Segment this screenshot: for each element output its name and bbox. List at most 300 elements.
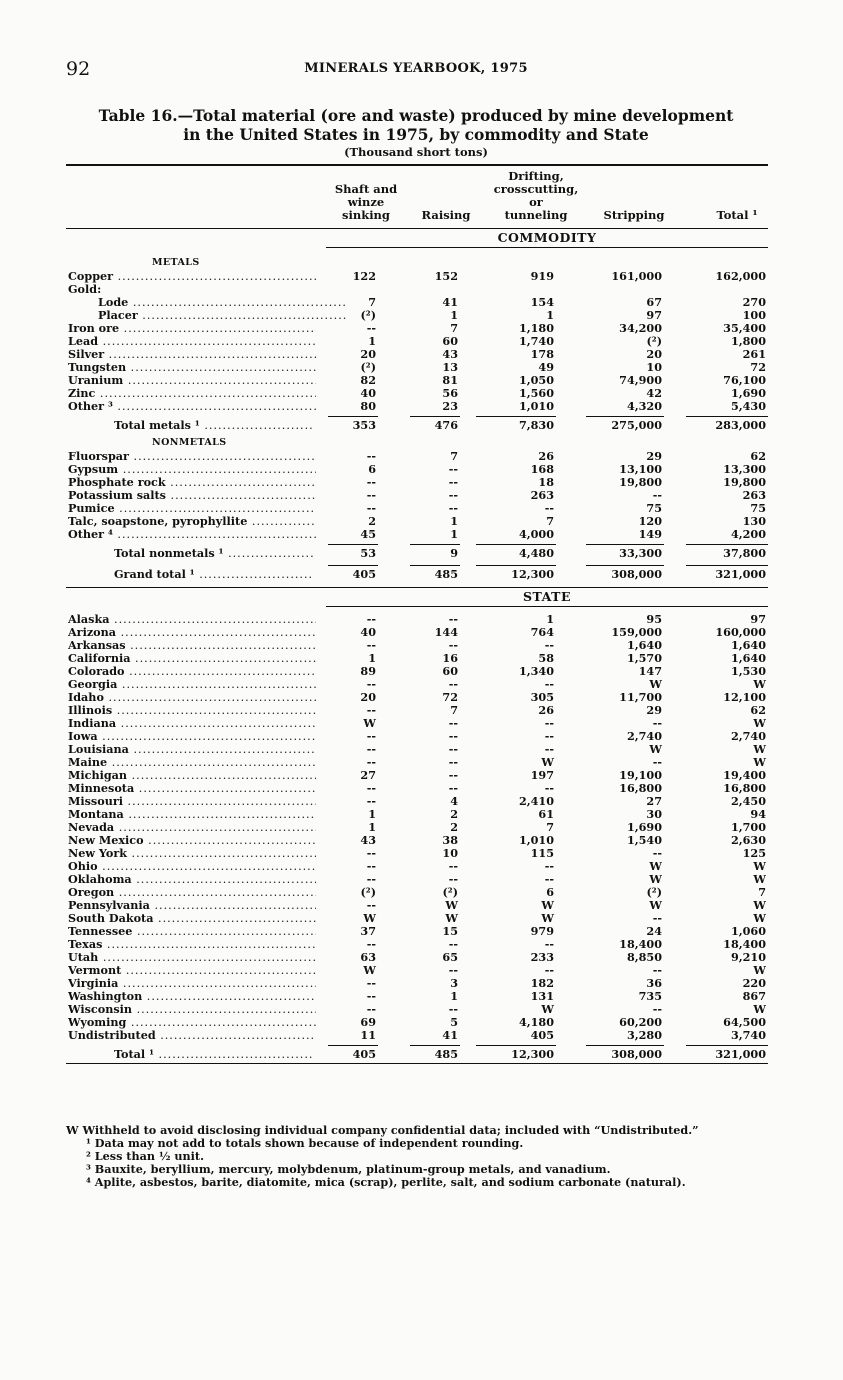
row-label: Washington .....	[68, 990, 316, 1003]
table-row	[66, 348, 768, 361]
table-row	[66, 639, 768, 652]
cell-raising: --	[448, 963, 458, 977]
row-label: Lead .....	[68, 335, 316, 348]
row-label: Tennessee .....	[68, 925, 316, 938]
cell-shaft: 37	[360, 924, 376, 938]
table-title	[66, 106, 766, 144]
cell-raising: 2	[450, 807, 458, 821]
cell-raising: 23	[442, 399, 458, 413]
cell-total: 37,800	[723, 546, 766, 560]
row-label: Michigan .....	[68, 769, 316, 782]
cell-raising: 15	[442, 924, 458, 938]
row-label: California .....	[68, 652, 316, 665]
cell-stripping: 16,800	[619, 781, 662, 795]
cell-shaft: 43	[360, 833, 376, 847]
table-row	[66, 528, 768, 541]
cell-shaft: --	[366, 488, 376, 502]
cell-raising: --	[448, 462, 458, 476]
cell-stripping: 27	[646, 794, 662, 808]
cell-shaft: 405	[352, 567, 376, 581]
table-row	[66, 977, 768, 990]
cell-stripping: 161,000	[611, 269, 662, 283]
cell-drifting: 1,180	[518, 321, 554, 335]
table-row	[66, 450, 768, 463]
row-label: Silver .....	[68, 348, 316, 361]
row-label: Ohio .....	[68, 860, 316, 873]
cell-drifting: 305	[530, 690, 554, 704]
table-row	[66, 652, 768, 665]
cell-raising: 10	[442, 846, 458, 860]
cell-drifting: 979	[530, 924, 554, 938]
row-label: New York .....	[68, 847, 316, 860]
cell-total: 2,740	[730, 729, 766, 743]
table-row	[66, 270, 768, 283]
cell-shaft: --	[366, 703, 376, 717]
cell-shaft: --	[366, 501, 376, 515]
cell-drifting: 405	[530, 1028, 554, 1042]
cell-drifting: W	[541, 1002, 554, 1016]
row-label: Placer .....	[68, 309, 346, 322]
cell-total: W	[753, 677, 766, 691]
row-label: Alaska .....	[68, 613, 316, 626]
cell-shaft: --	[366, 781, 376, 795]
cell-shaft: 405	[352, 1047, 376, 1061]
cell-shaft: 45	[360, 527, 376, 541]
cell-raising: 1	[450, 989, 458, 1003]
row-label: Arizona .....	[68, 626, 316, 639]
table-row	[66, 296, 768, 309]
footnote-w: W Withheld to avoid disclosing individual company confidential data; included with “Undistributed.”	[66, 1123, 699, 1137]
total-nonmetals-row	[66, 547, 768, 560]
row-label: Indiana .....	[68, 717, 316, 730]
row-label: Zinc .....	[68, 387, 316, 400]
cell-raising: 7	[450, 321, 458, 335]
cell-shaft: --	[366, 989, 376, 1003]
cell-raising: --	[448, 612, 458, 626]
row-label: Iowa .....	[68, 730, 316, 743]
cell-stripping: W	[649, 677, 662, 691]
nonmetals-heading: NONMETALS	[152, 437, 227, 448]
cell-total: 3,740	[730, 1028, 766, 1042]
row-label: Pennsylvania .....	[68, 899, 316, 912]
cell-drifting: 178	[530, 347, 554, 361]
row-label: Maine .....	[68, 756, 316, 769]
col-header-shaft: Shaft and winze sinking	[334, 182, 398, 222]
cell-shaft: 53	[360, 546, 376, 560]
cell-stripping: W	[649, 872, 662, 886]
cell-stripping: 10	[646, 360, 662, 374]
row-label: Pumice .....	[68, 502, 316, 515]
cell-drifting: 1,010	[518, 833, 554, 847]
cell-drifting: 154	[530, 295, 554, 309]
cell-total: 62	[750, 449, 766, 463]
cell-stripping: W	[649, 898, 662, 912]
cell-drifting: --	[544, 716, 554, 730]
cell-raising: --	[448, 781, 458, 795]
table-row	[66, 309, 768, 322]
row-label: Colorado .....	[68, 665, 316, 678]
cell-stripping: 159,000	[611, 625, 662, 639]
row-label: Uranium .....	[68, 374, 316, 387]
cell-total: 7	[758, 885, 766, 899]
cell-shaft: --	[366, 846, 376, 860]
row-label: Phosphate rock .....	[68, 476, 316, 489]
cell-total: 321,000	[715, 567, 766, 581]
footnote-4: ⁴ Aplite, asbestos, barite, diatomite, mica (scrap), perlite, salt, and sodium carbonate (natural).	[86, 1175, 686, 1189]
table-row	[66, 678, 768, 691]
cell-drifting: 7,830	[518, 418, 554, 432]
table-row	[66, 1003, 768, 1016]
cell-shaft: 6	[368, 462, 376, 476]
cell-total: 160,000	[715, 625, 766, 639]
cell-raising: 16	[442, 651, 458, 665]
cell-raising: 3	[450, 976, 458, 990]
cell-total: 2,630	[730, 833, 766, 847]
cell-total: 263	[742, 488, 766, 502]
cell-shaft: W	[363, 911, 376, 925]
cell-shaft: --	[366, 449, 376, 463]
table-row	[66, 964, 768, 977]
cell-total: 100	[742, 308, 766, 322]
table-row	[66, 808, 768, 821]
table-row	[66, 374, 768, 387]
cell-shaft: 1	[368, 651, 376, 665]
cell-drifting: 131	[530, 989, 554, 1003]
cell-shaft: (²)	[360, 308, 376, 322]
column-headers	[66, 166, 768, 228]
cell-stripping: 308,000	[611, 567, 662, 581]
cell-total: 94	[750, 807, 766, 821]
table-row	[66, 1029, 768, 1042]
cell-shaft: 20	[360, 690, 376, 704]
cell-total: 5,430	[730, 399, 766, 413]
cell-total: 2,450	[730, 794, 766, 808]
cell-raising: 60	[442, 334, 458, 348]
table-row	[66, 912, 768, 925]
cell-total: 19,400	[723, 768, 766, 782]
cell-stripping: 67	[646, 295, 662, 309]
row-label: Oregon .....	[68, 886, 316, 899]
cell-drifting: 58	[538, 651, 554, 665]
cell-raising: --	[448, 488, 458, 502]
cell-total: 72	[750, 360, 766, 374]
cell-raising: 41	[442, 1028, 458, 1042]
cell-shaft: 7	[368, 295, 376, 309]
cell-drifting: W	[541, 755, 554, 769]
cell-raising: 4	[450, 794, 458, 808]
cell-stripping: 30	[646, 807, 662, 821]
cell-stripping: 1,570	[626, 651, 662, 665]
cell-shaft: 1	[368, 820, 376, 834]
cell-stripping: (²)	[646, 885, 662, 899]
cell-drifting: 7	[546, 514, 554, 528]
row-label: Georgia .....	[68, 678, 316, 691]
cell-raising: 485	[434, 567, 458, 581]
cell-stripping: --	[652, 963, 662, 977]
row-label: Texas .....	[68, 938, 316, 951]
cell-drifting: 197	[530, 768, 554, 782]
cell-stripping: 33,300	[619, 546, 662, 560]
table-row	[66, 489, 768, 502]
row-label: Arkansas .....	[68, 639, 316, 652]
table-row	[66, 322, 768, 335]
cell-drifting: 764	[530, 625, 554, 639]
table-row	[66, 769, 768, 782]
cell-shaft: 63	[360, 950, 376, 964]
cell-shaft: --	[366, 872, 376, 886]
row-label: Wisconsin .....	[68, 1003, 316, 1016]
row-label: Illinois .....	[68, 704, 316, 717]
cell-raising: --	[448, 501, 458, 515]
row-label: Lode .....	[68, 296, 346, 309]
cell-total: W	[753, 898, 766, 912]
table-row	[66, 938, 768, 951]
cell-total: W	[753, 859, 766, 873]
table-row	[66, 951, 768, 964]
cell-drifting: --	[544, 781, 554, 795]
cell-raising: 1	[450, 527, 458, 541]
cell-drifting: 1,010	[518, 399, 554, 413]
cell-drifting: 49	[538, 360, 554, 374]
row-label: New Mexico .....	[68, 834, 316, 847]
cell-shaft: 69	[360, 1015, 376, 1029]
cell-raising: --	[448, 638, 458, 652]
footnote-2: ² Less than ½ unit.	[86, 1149, 204, 1163]
row-label: Fluorspar .....	[68, 450, 316, 463]
metals-heading: METALS	[152, 257, 200, 268]
cell-stripping: 95	[646, 612, 662, 626]
table-row	[66, 502, 768, 515]
cell-total: 35,400	[723, 321, 766, 335]
cell-shaft: --	[366, 1002, 376, 1016]
cell-raising: 43	[442, 347, 458, 361]
cell-raising: 7	[450, 449, 458, 463]
cell-shaft: 89	[360, 664, 376, 678]
row-label: Total metals ¹ .....	[114, 419, 314, 432]
cell-stripping: --	[652, 1002, 662, 1016]
row-label: Montana .....	[68, 808, 316, 821]
cell-total: 162,000	[715, 269, 766, 283]
cell-shaft: 80	[360, 399, 376, 413]
cell-raising: --	[448, 716, 458, 730]
row-label: Tungsten .....	[68, 361, 316, 374]
cell-stripping: 308,000	[611, 1047, 662, 1061]
row-label: Gypsum .....	[68, 463, 316, 476]
cell-shaft: W	[363, 716, 376, 730]
cell-drifting: 919	[530, 269, 554, 283]
cell-stripping: 75	[646, 501, 662, 515]
table-row	[66, 899, 768, 912]
cell-stripping: 8,850	[626, 950, 662, 964]
cell-stripping: 29	[646, 449, 662, 463]
cell-drifting: 1,340	[518, 664, 554, 678]
cell-drifting: 7	[546, 820, 554, 834]
cell-raising: 1	[450, 308, 458, 322]
cell-shaft: --	[366, 612, 376, 626]
cell-raising: --	[448, 755, 458, 769]
cell-drifting: 4,180	[518, 1015, 554, 1029]
cell-drifting: --	[544, 742, 554, 756]
cell-total: W	[753, 872, 766, 886]
cell-total: 125	[742, 846, 766, 860]
cell-shaft: 82	[360, 373, 376, 387]
cell-stripping: 1,540	[626, 833, 662, 847]
cell-raising: --	[448, 937, 458, 951]
row-label: Potassium salts .....	[68, 489, 316, 502]
cell-drifting: 61	[538, 807, 554, 821]
cell-stripping: 3,280	[626, 1028, 662, 1042]
row-label: Minnesota .....	[68, 782, 316, 795]
cell-drifting: 26	[538, 703, 554, 717]
row-label: Undistributed .....	[68, 1029, 316, 1042]
cell-raising: 144	[434, 625, 458, 639]
row-label: Vermont .....	[68, 964, 316, 977]
cell-stripping: 120	[638, 514, 662, 528]
cell-total: W	[753, 755, 766, 769]
cell-stripping: 19,100	[619, 768, 662, 782]
cell-total: 1,530	[730, 664, 766, 678]
table-title-line-1: Table 16.—Total material (ore and waste) produced by mine development	[98, 106, 734, 125]
total-metals-row	[66, 419, 768, 432]
cell-shaft: 122	[352, 269, 376, 283]
cell-raising: 38	[442, 833, 458, 847]
cell-shaft: --	[366, 859, 376, 873]
row-label: Total ¹ .....	[114, 1048, 314, 1061]
cell-total: 867	[742, 989, 766, 1003]
cell-raising: --	[448, 859, 458, 873]
cell-shaft: --	[366, 321, 376, 335]
table-row	[66, 400, 768, 413]
cell-drifting: 18	[538, 475, 554, 489]
cell-drifting: 115	[530, 846, 554, 860]
cell-drifting: 4,480	[518, 546, 554, 560]
cell-raising: 476	[434, 418, 458, 432]
cell-drifting: W	[541, 911, 554, 925]
cell-drifting: 263	[530, 488, 554, 502]
cell-shaft: (²)	[360, 885, 376, 899]
cell-total: 97	[750, 612, 766, 626]
cell-stripping: 36	[646, 976, 662, 990]
cell-total: W	[753, 716, 766, 730]
cell-shaft: --	[366, 976, 376, 990]
row-label: Total nonmetals ¹ .....	[114, 547, 314, 560]
cell-shaft: --	[366, 638, 376, 652]
cell-stripping: 24	[646, 924, 662, 938]
table-row	[66, 626, 768, 639]
cell-total: 270	[742, 295, 766, 309]
cell-drifting: --	[544, 872, 554, 886]
cell-raising: --	[448, 729, 458, 743]
cell-raising: 7	[450, 703, 458, 717]
row-label: Utah .....	[68, 951, 316, 964]
cell-total: 1,060	[730, 924, 766, 938]
cell-total: 19,800	[723, 475, 766, 489]
table-row	[66, 886, 768, 899]
section-state: STATE	[523, 589, 571, 604]
cell-stripping: 29	[646, 703, 662, 717]
row-label: Other ⁴ .....	[68, 528, 316, 541]
cell-shaft: 40	[360, 625, 376, 639]
cell-total: W	[753, 1002, 766, 1016]
cell-stripping: 74,900	[619, 373, 662, 387]
cell-stripping: --	[652, 846, 662, 860]
table-row	[66, 387, 768, 400]
cell-drifting: --	[544, 638, 554, 652]
table-row	[66, 795, 768, 808]
cell-drifting: 1,560	[518, 386, 554, 400]
cell-shaft: 2	[368, 514, 376, 528]
cell-shaft: 1	[368, 807, 376, 821]
cell-stripping: 97	[646, 308, 662, 322]
cell-drifting: 182	[530, 976, 554, 990]
cell-drifting: 1	[546, 612, 554, 626]
table-row	[66, 756, 768, 769]
cell-drifting: --	[544, 677, 554, 691]
cell-total: 4,200	[730, 527, 766, 541]
table-row	[66, 925, 768, 938]
cell-stripping: 1,640	[626, 638, 662, 652]
cell-shaft: --	[366, 937, 376, 951]
cell-stripping: 149	[638, 527, 662, 541]
cell-stripping: 4,320	[626, 399, 662, 413]
table-row	[66, 1016, 768, 1029]
grand-total-row	[66, 568, 768, 581]
row-label: Missouri .....	[68, 795, 316, 808]
cell-stripping: --	[652, 755, 662, 769]
cell-drifting: W	[541, 898, 554, 912]
cell-raising: 60	[442, 664, 458, 678]
row-label: Copper .....	[68, 270, 316, 283]
cell-raising: 72	[442, 690, 458, 704]
cell-total: 1,690	[730, 386, 766, 400]
cell-raising: W	[445, 898, 458, 912]
table-row	[66, 515, 768, 528]
cell-shaft: 27	[360, 768, 376, 782]
table-row	[66, 476, 768, 489]
cell-shaft: 11	[360, 1028, 376, 1042]
cell-stripping: 11,700	[619, 690, 662, 704]
table-row	[66, 730, 768, 743]
cell-stripping: 20	[646, 347, 662, 361]
table-row	[66, 717, 768, 730]
cell-shaft: --	[366, 755, 376, 769]
cell-stripping: 18,400	[619, 937, 662, 951]
cell-total: 18,400	[723, 937, 766, 951]
cell-shaft: 1	[368, 334, 376, 348]
data-table	[66, 164, 768, 1064]
cell-stripping: W	[649, 859, 662, 873]
row-label: Virginia .....	[68, 977, 316, 990]
cell-stripping: --	[652, 911, 662, 925]
cell-total: 321,000	[715, 1047, 766, 1061]
cell-shaft: W	[363, 963, 376, 977]
cell-stripping: 34,200	[619, 321, 662, 335]
cell-raising: --	[448, 1002, 458, 1016]
section-commodity: COMMODITY	[497, 230, 597, 245]
cell-stripping: 60,200	[619, 1015, 662, 1029]
row-label: Gold:	[68, 283, 102, 296]
cell-drifting: 12,300	[511, 567, 554, 581]
cell-total: 75	[750, 501, 766, 515]
cell-drifting: --	[544, 937, 554, 951]
table-row	[66, 860, 768, 873]
cell-raising: W	[445, 911, 458, 925]
cell-stripping: 13,100	[619, 462, 662, 476]
cell-drifting: --	[544, 963, 554, 977]
cell-total: 261	[742, 347, 766, 361]
cell-drifting: 168	[530, 462, 554, 476]
state-total-row	[66, 1048, 768, 1061]
